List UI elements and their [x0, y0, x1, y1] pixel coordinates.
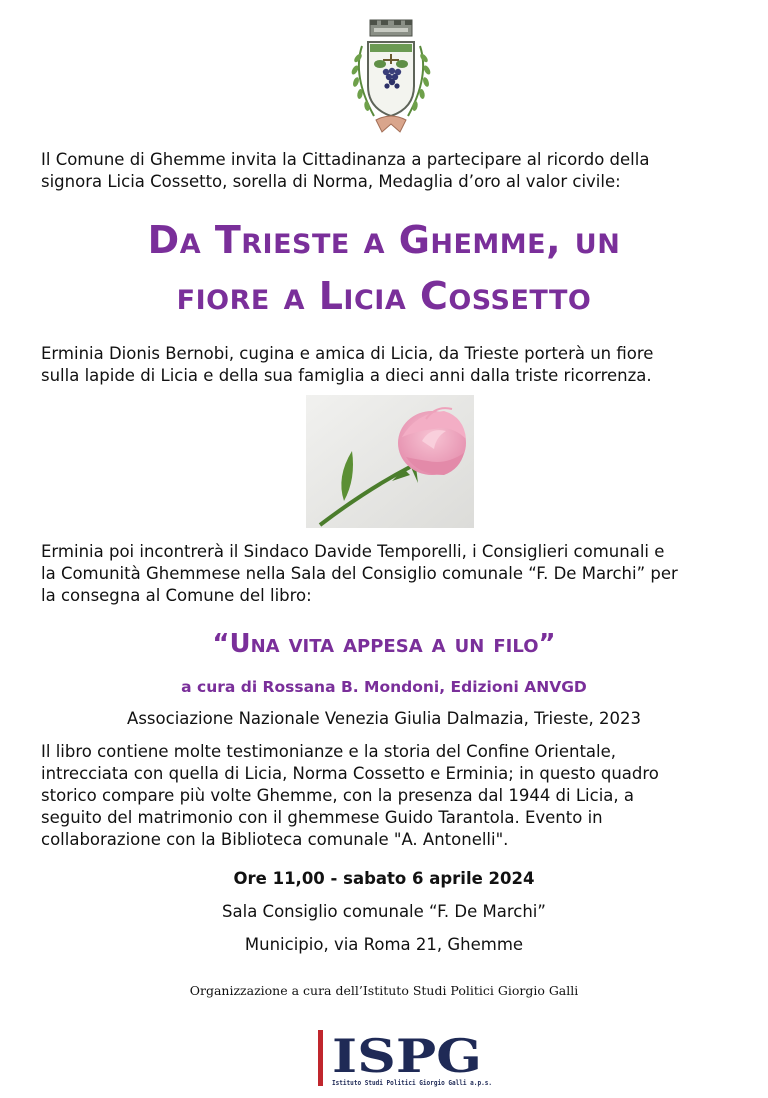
- event-venue: Sala Consiglio comunale “F. De Marchi”: [222, 902, 546, 921]
- book-description-line-2: intrecciata con quella di Licia, Norma Cossetto e Erminia; in questo quadro: [41, 764, 659, 783]
- book-description-line-1: Il libro contiene molte testimonianze e la storia del Confine Orientale,: [41, 742, 617, 761]
- event-title-line-2: fiore a Licia Cossetto: [176, 274, 592, 318]
- event-address: Municipio, via Roma 21, Ghemme: [244, 935, 524, 954]
- paragraph-meeting: [41, 541, 741, 607]
- ispg-logo-acronym: ISPG: [332, 1029, 482, 1083]
- book-curator: a cura di Rossana B. Mondoni, Edizioni ANVGD: [181, 678, 587, 696]
- book-description: [41, 741, 741, 851]
- paragraph-flower-line-2: sulla lapide di Licia e della sua famiglia a dieci anni dalla triste ricorrenza.: [41, 366, 652, 385]
- book-title: “Una vita appesa a un filo”: [212, 629, 556, 659]
- event-title-line-1: Da Trieste a Ghemme, un: [147, 218, 621, 262]
- book-description-line-4: seguito del matrimonio con il ghemmese Guido Tarantola. Evento in: [41, 808, 603, 827]
- paragraph-meeting-line-1: Erminia poi incontrerà il Sindaco Davide Temporelli, i Consiglieri comunali e: [41, 542, 665, 561]
- paragraph-meeting-line-3: la consegna al Comune del libro:: [41, 586, 312, 605]
- ispg-logo: [318, 1026, 494, 1092]
- book-description-line-5: collaborazione con la Biblioteca comunale "A. Antonelli".: [41, 830, 509, 849]
- pink-rose-image: [306, 395, 474, 528]
- paragraph-meeting-line-2: la Comunità Ghemmese nella Sala del Consiglio comunale “F. De Marchi” per: [41, 564, 678, 583]
- paragraph-flower: [41, 343, 741, 387]
- ghemme-coat-of-arms-icon: [340, 16, 442, 136]
- paragraph-flower-line-1: Erminia Dionis Bernobi, cugina e amica di Licia, da Trieste porterà un fiore: [41, 344, 654, 363]
- intro-paragraph: [41, 149, 741, 193]
- intro-line-1: Il Comune di Ghemme invita la Cittadinanza a partecipare al ricordo della: [41, 150, 650, 169]
- ispg-logo-fullname: Istituto Studi Politici Giorgio Galli a.p.s.: [332, 1078, 492, 1087]
- event-datetime: Ore 11,00 - sabato 6 aprile 2024: [233, 869, 535, 888]
- organizer-note: Organizzazione a cura dell’Istituto Studi Politici Giorgio Galli: [189, 983, 579, 998]
- book-publisher: Associazione Nazionale Venezia Giulia Dalmazia, Trieste, 2023: [127, 709, 641, 728]
- event-title: [20, 212, 748, 324]
- intro-line-2: signora Licia Cossetto, sorella di Norma, Medaglia d’oro al valor civile:: [41, 172, 621, 191]
- book-description-line-3: storico compare più volte Ghemme, con la presenza dal 1944 di Licia, a: [41, 786, 635, 805]
